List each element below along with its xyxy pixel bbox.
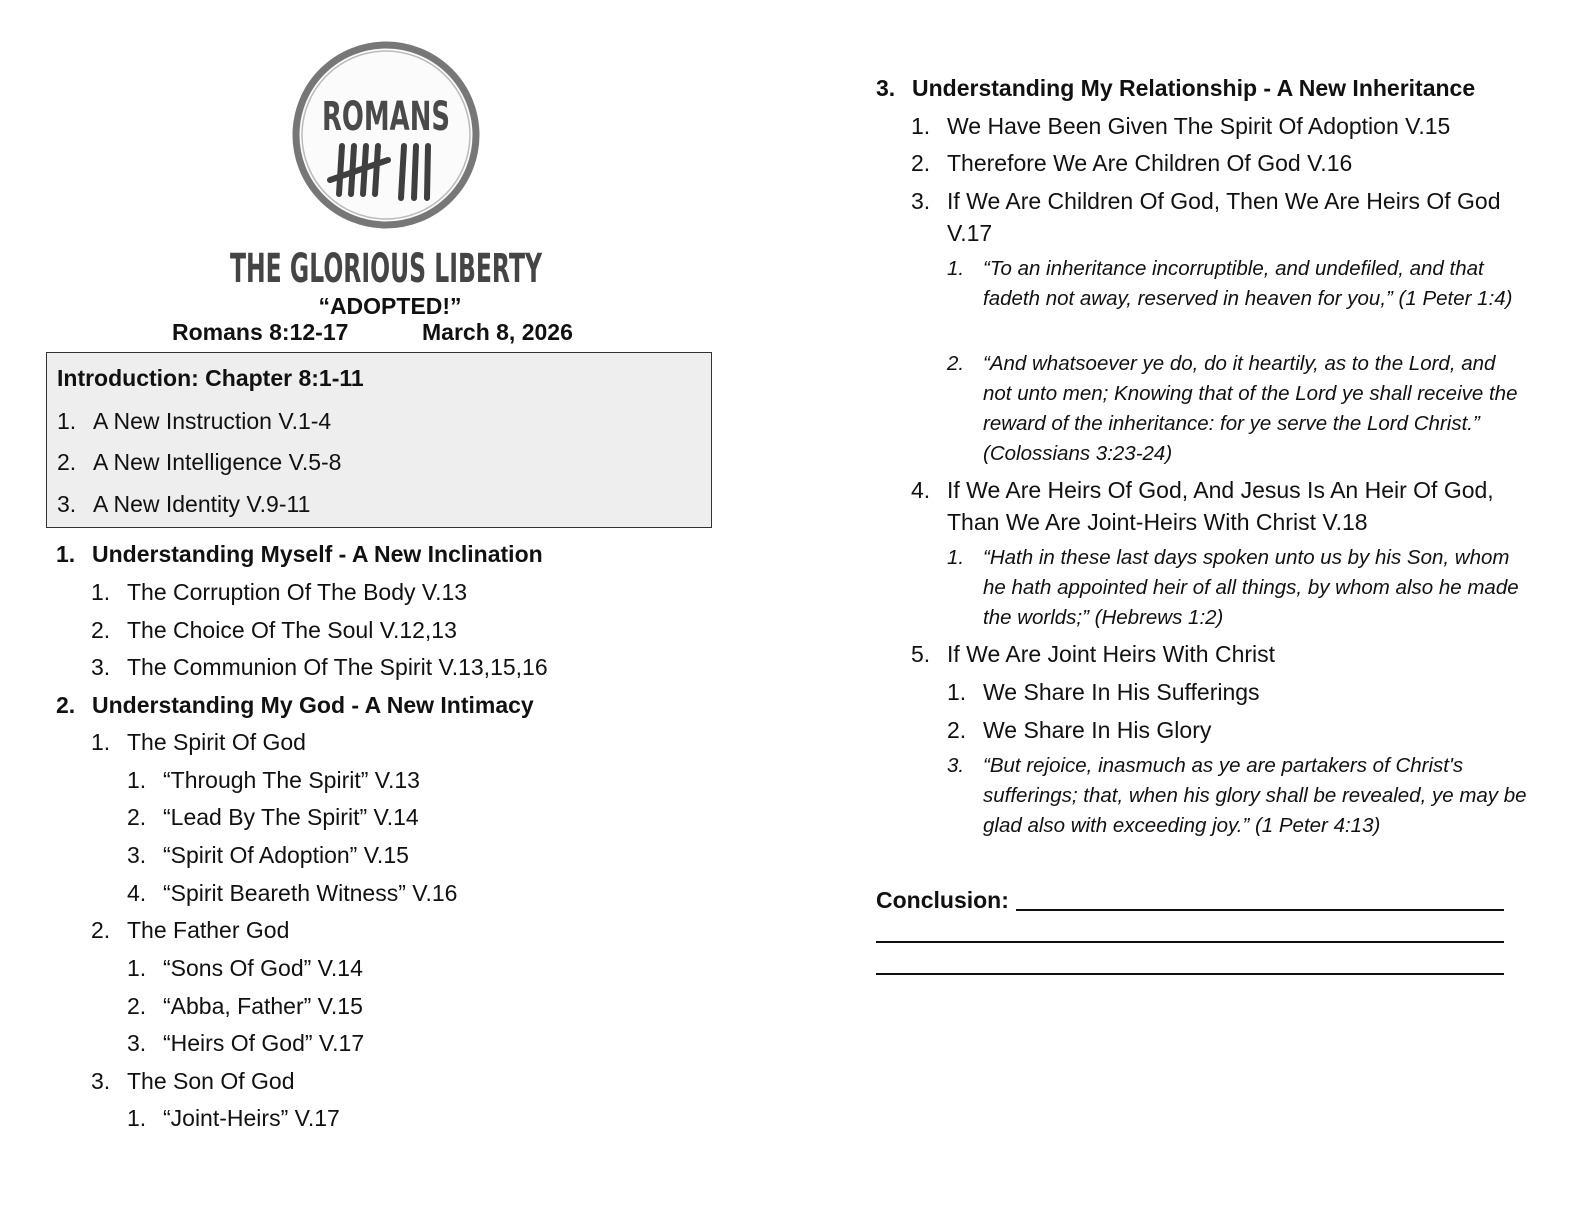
list-text: “And whatsoever ye do, do it heartily, as to the Lord, and not unto men; Knowing that of the Lord ye shall receive the reward of the inheritance: for ye serve the Lord Christ.” (Colossians 3:23-24) (983, 352, 1518, 465)
list-text: “To an inheritance incorruptible, and undefiled, and that fadeth not away, reserved in heaven for you,” (1 Peter 1:4) (983, 257, 1513, 310)
list-number: 1. (947, 679, 967, 705)
list-number: 2. (56, 692, 76, 718)
outline-subitem (947, 714, 1211, 746)
outline-subitem (127, 1027, 364, 1059)
list-number: 1. (911, 113, 931, 139)
list-number: 1. (947, 257, 965, 280)
list-text: “Through The Spirit” V.13 (163, 767, 420, 793)
list-text: We Share In His Glory (983, 717, 1212, 743)
list-number: 1. (127, 955, 147, 981)
conclusion-label: Conclusion: (876, 887, 1009, 913)
outline-subitem (127, 952, 363, 984)
list-text: If We Are Heirs Of God, And Jesus Is An Heir Of God, Than We Are Joint-Heirs With Christ V.18 (947, 477, 1494, 535)
outline-item (91, 1065, 294, 1097)
outline-subitem (127, 839, 409, 871)
outline-item (911, 638, 1275, 670)
list-text: Therefore We Are Children Of God V.16 (947, 150, 1353, 176)
conclusion-blank-line (876, 973, 1504, 975)
outline-item (911, 110, 1450, 142)
list-text: “Hath in these last days spoken unto us by his Son, whom he hath appointed heir of all things, by whom also he made the worlds;” (Hebrews 1:2) (983, 546, 1519, 629)
introduction-box (46, 352, 712, 528)
list-text: “Heirs Of God” V.17 (163, 1030, 365, 1056)
list-number: 1. (947, 546, 965, 569)
list-text: The Spirit Of God (127, 729, 306, 755)
conclusion-blank-line (1016, 909, 1504, 911)
list-text: The Choice Of The Soul V.12,13 (127, 617, 457, 643)
list-text: If We Are Children Of God, Then We Are Heirs Of God V.17 (947, 188, 1501, 246)
list-text: “Sons Of God” V.14 (163, 955, 363, 981)
list-text: We Share In His Sufferings (983, 679, 1260, 705)
list-number: 2. (947, 717, 967, 743)
list-text: “Spirit Of Adoption” V.15 (163, 842, 409, 868)
outline-item (911, 185, 1501, 249)
outline-item (91, 651, 548, 683)
list-number: 2. (91, 617, 111, 643)
intro-item (57, 488, 310, 520)
sermon-date: March 8, 2026 (422, 319, 573, 345)
outline-item (91, 726, 306, 758)
list-text: Understanding My Relationship - A New Inheritance (912, 75, 1476, 101)
list-number: 3. (91, 1068, 111, 1094)
logo-series-title: THE GLORIOUS LIBERTY (230, 246, 543, 292)
list-text: “But rejoice, inasmuch as ye are partakers of Christ's sufferings; that, when his glory shall be revealed, ye may be glad also with exceeding joy.” (1 Peter 4:13) (983, 754, 1527, 837)
outline-subitem (127, 990, 363, 1022)
list-number: 2. (911, 150, 931, 176)
list-text: Understanding My God - A New Intimacy (92, 692, 534, 718)
outline-item (911, 474, 1501, 538)
outline-heading (56, 689, 534, 721)
list-text: “Joint-Heirs” V.17 (163, 1105, 340, 1131)
outline-subitem (127, 1102, 340, 1134)
conclusion-blank-line (876, 941, 1504, 943)
intro-item (57, 405, 331, 437)
list-text: A New Identity V.9-11 (93, 491, 311, 517)
list-number: 3. (876, 75, 896, 101)
list-number: 1. (91, 579, 111, 605)
scripture-reference: Romans 8:12-17 (172, 319, 349, 345)
list-text: A New Intelligence V.5-8 (93, 449, 342, 475)
list-text: “Lead By The Spirit” V.14 (163, 804, 419, 830)
list-number: 3. (911, 188, 931, 214)
list-number: 2. (127, 993, 147, 1019)
list-number: 4. (911, 477, 931, 503)
outline-item (91, 576, 467, 608)
list-text: A New Instruction V.1-4 (93, 408, 332, 434)
list-number: 1. (91, 729, 111, 755)
intro-item (57, 446, 341, 478)
list-number: 1. (127, 767, 147, 793)
list-number: 2. (947, 352, 965, 375)
list-number: 5. (911, 641, 931, 667)
scripture-quote (947, 349, 1527, 469)
outline-subitem (127, 801, 419, 833)
outline-item (911, 147, 1352, 179)
list-number: 3. (127, 1030, 147, 1056)
romans-series-logo (226, 38, 556, 293)
list-number: 2. (127, 804, 147, 830)
list-number: 2. (57, 449, 77, 475)
list-text: The Father God (127, 917, 290, 943)
sermon-title: “ADOPTED!” (318, 293, 462, 319)
list-number: 2. (91, 917, 111, 943)
outline-heading (56, 538, 543, 570)
list-text: “Spirit Beareth Witness” V.16 (163, 880, 458, 906)
outline-subitem (127, 877, 457, 909)
list-text: The Communion Of The Spirit V.13,15,16 (127, 654, 548, 680)
list-text: “Abba, Father” V.15 (163, 993, 363, 1019)
outline-item (91, 614, 457, 646)
outline-item (91, 914, 289, 946)
list-text: If We Are Joint Heirs With Christ (947, 641, 1276, 667)
list-number: 4. (127, 880, 147, 906)
list-text: We Have Been Given The Spirit Of Adoption V.15 (947, 113, 1451, 139)
scripture-quote (947, 543, 1527, 633)
scripture-quote (947, 751, 1527, 841)
list-number: 3. (947, 754, 965, 777)
outline-subitem (127, 764, 420, 796)
list-number: 3. (57, 491, 77, 517)
list-number: 1. (57, 408, 77, 434)
list-number: 3. (91, 654, 111, 680)
list-text: The Corruption Of The Body V.13 (127, 579, 468, 605)
introduction-title: Introduction: Chapter 8:1-11 (57, 365, 364, 391)
logo-word-romans: ROMANS (322, 94, 450, 140)
scripture-quote (947, 254, 1527, 314)
list-number: 3. (127, 842, 147, 868)
list-number: 1. (56, 541, 76, 567)
outline-subitem (947, 676, 1260, 708)
list-text: The Son Of God (127, 1068, 295, 1094)
list-number: 1. (127, 1105, 147, 1131)
list-text: Understanding Myself - A New Inclination (92, 541, 543, 567)
outline-heading (876, 72, 1475, 104)
